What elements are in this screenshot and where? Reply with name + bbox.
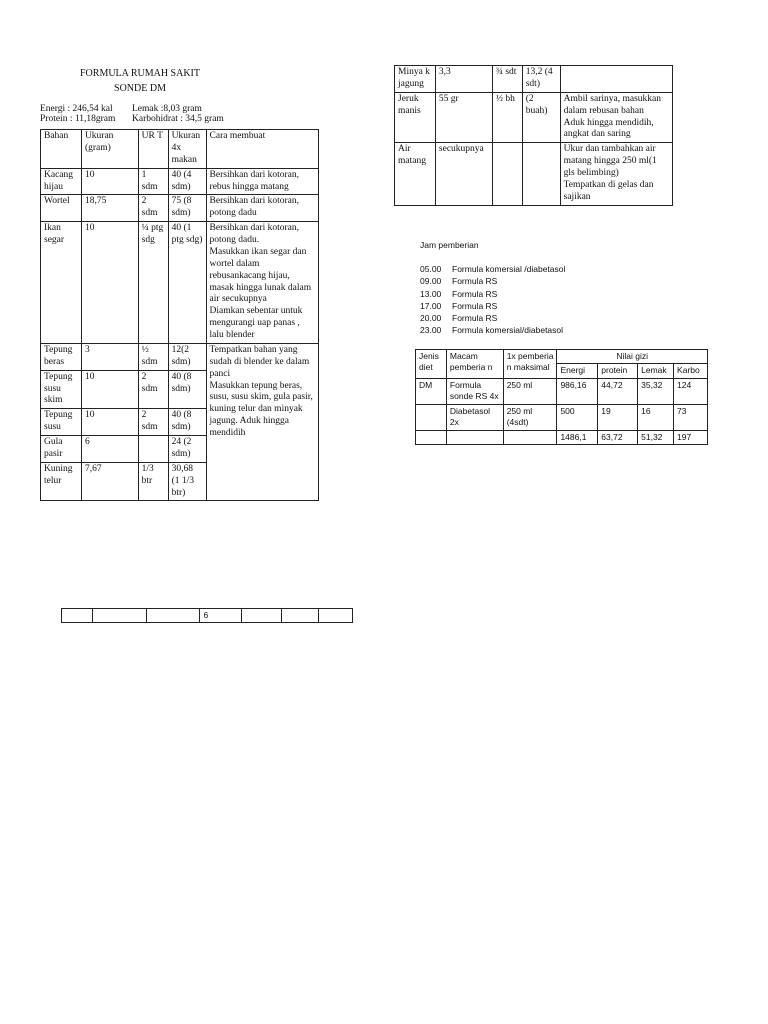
recipe-table (40, 129, 319, 501)
table-row-total (416, 430, 708, 444)
cell-ukuran-4x: 40 (1 ptg sdg) (168, 222, 206, 344)
nutrition-summary (40, 104, 300, 124)
cell-karbo: 197 (674, 430, 708, 444)
cell-bahan: Minya k jagung (395, 66, 436, 93)
header-pemberian-maksimal: 1x pemberia n maksimal (503, 350, 557, 379)
cell-cara (560, 66, 672, 93)
cell-bahan: Tepung beras (41, 343, 82, 370)
cell-cara: Bersihkan dari kotoran, potong dadu. Masukkan ikan segar dan wortel dalam rebusankacang hijau, masak hingga lunak dalam air secukupnya Diamkan sebentar untuk mengurangi uap panas , lalu blender (206, 222, 318, 344)
cell-macam (446, 430, 503, 444)
table-row (41, 195, 319, 222)
header-ukuran-4x: Ukuran 4x makan (168, 130, 206, 169)
cell-protein: 44,72 (598, 378, 638, 404)
list-item (420, 325, 565, 337)
cell-urt: 1/3 btr (138, 462, 168, 501)
cell-urt (492, 143, 522, 205)
cell-ukuran: 10 (81, 222, 138, 344)
cell-energi: 500 (557, 404, 598, 430)
header-bahan: Bahan (41, 130, 82, 169)
table-row (395, 143, 673, 205)
cell-ukuran-4x: 40 (8 sdm) (168, 409, 206, 436)
table-row (416, 404, 708, 430)
cell-ukuran: 3 (81, 343, 138, 370)
schedule-label: Formula komersial /diabetasol (452, 264, 566, 274)
cell-macam: Formula sonde RS 4x (446, 378, 503, 404)
schedule-label: Formula RS (452, 276, 498, 287)
cell-jenis: DM (416, 378, 447, 404)
schedule-label: Formula komersial/diabetasol (452, 325, 564, 336)
cell-ukuran-4x: 12(2 sdm) (168, 343, 206, 370)
lemak-value: Lemak :8,03 gram (132, 104, 202, 114)
stray-cell (242, 609, 282, 623)
schedule-label: Formula RS (452, 300, 498, 311)
cell-ukuran: 10 (81, 168, 138, 195)
cell-ukuran-4x: 30,68 (1 1/3 btr) (168, 462, 206, 501)
cell-ukuran-4x: 40 (8 sdm) (168, 370, 206, 409)
cell-cara: Tempatkan bahan yang sudah di blender ke dalam panci Masukkan tepung beras, susu, susu skim, gula pasir, kuning telur dan minyak jagung. Aduk hingga mendidih (206, 343, 318, 501)
cell-energi: 1486,1 (557, 430, 598, 444)
energi-value: Energi : 246,54 kal (40, 104, 113, 114)
stray-table (61, 608, 353, 623)
cell-ukuran: secukupnya (435, 143, 492, 205)
cell-urt: ½ sdm (138, 343, 168, 370)
karbohidrat-value: Karbohidrat : 34,5 gram (132, 114, 224, 124)
schedule-title: Jam pemberian (420, 240, 479, 250)
cell-karbo: 124 (674, 378, 708, 404)
cell-bahan: Gula pasir (41, 436, 82, 463)
cell-ukuran: 18,75 (81, 195, 138, 222)
cell-ukuran: 3,3 (435, 66, 492, 93)
cell-urt: ½ bh (492, 92, 522, 143)
cell-cara: Ukur dan tambahkan air matang hingga 250 ml(1 gls belimbing) Tempatkan di gelas dan sajikan (560, 143, 672, 205)
header-lemak: Lemak (638, 364, 674, 378)
cell-protein: 19 (598, 404, 638, 430)
cell-urt: ¼ ptg sdg (138, 222, 168, 344)
protein-value: Protein : 11,18gram (40, 114, 116, 124)
table-row (41, 168, 319, 195)
header-karbo: Karbo (674, 364, 708, 378)
cell-bahan: Air matang (395, 143, 436, 205)
cell-ukuran: 7,67 (81, 462, 138, 501)
cell-cara: Bersihkan dari kotoran, potong dadu (206, 195, 318, 222)
table-row (62, 609, 353, 623)
list-item (420, 301, 565, 313)
cell-bahan: Jeruk manis (395, 92, 436, 143)
cell-jenis (416, 430, 447, 444)
cell-ukuran: 6 (81, 436, 138, 463)
schedule-label: Formula RS (452, 313, 498, 324)
title-line-2: SONDE DM (114, 83, 166, 94)
cell-urt: 1 sdm (138, 168, 168, 195)
cell-ukuran: 10 (81, 409, 138, 436)
recipe-table-continued (394, 65, 673, 206)
table-row (41, 343, 319, 370)
schedule-time: 05.00 (420, 264, 442, 274)
table-row (416, 378, 708, 404)
table-row (41, 222, 319, 344)
cell-ukuran-4x: 75 (8 sdm) (168, 195, 206, 222)
cell-karbo: 73 (674, 404, 708, 430)
title-line-1: FORMULA RUMAH SAKIT (79, 68, 200, 79)
cell-bahan: Kacang hijau (41, 168, 82, 195)
cell-energi: 986,16 (557, 378, 598, 404)
header-urt: UR T (138, 130, 168, 169)
cell-urt (138, 436, 168, 463)
cell-pemberian: 250 ml (503, 378, 557, 404)
stray-cell (319, 609, 353, 623)
stray-cell (146, 609, 200, 623)
cell-urt: 2 sdm (138, 195, 168, 222)
list-item (420, 276, 565, 288)
cell-urt: 2 sdm (138, 409, 168, 436)
stray-cell: 6 (200, 609, 242, 623)
cell-ukuran-4x: (2 buah) (522, 92, 560, 143)
document-title (40, 66, 240, 96)
cell-lemak: 51,32 (638, 430, 674, 444)
header-energi: Energi (557, 364, 598, 378)
cell-bahan: Wortel (41, 195, 82, 222)
header-nilai-gizi: Nilai gizi (557, 350, 708, 364)
cell-ukuran: 55 gr (435, 92, 492, 143)
cell-bahan: Tepung susu skim (41, 370, 82, 409)
cell-ukuran-4x: 40 (4 sdm) (168, 168, 206, 195)
schedule-label: Formula RS (452, 288, 498, 299)
header-macam-pemberian: Macam pemberia n (446, 350, 503, 379)
header-jenis-diet: Jenis diet (416, 350, 447, 379)
cell-lemak: 35,32 (638, 378, 674, 404)
table-row (395, 92, 673, 143)
schedule-list (420, 264, 565, 338)
cell-pemberian: 250 ml (4sdt) (503, 404, 557, 430)
cell-urt: 2 sdm (138, 370, 168, 409)
stray-cell (62, 609, 93, 623)
list-item (420, 264, 565, 276)
schedule-time: 20.00 (420, 313, 442, 324)
cell-ukuran-4x: 24 (2 sdm) (168, 436, 206, 463)
stray-cell (282, 609, 319, 623)
table-row (395, 66, 673, 93)
cell-bahan: Tepung susu (41, 409, 82, 436)
cell-ukuran: 10 (81, 370, 138, 409)
list-item (420, 289, 565, 301)
header-ukuran: Ukuran (gram) (81, 130, 138, 169)
stray-cell (92, 609, 146, 623)
schedule-time: 13.00 (420, 288, 442, 299)
schedule-time: 09.00 (420, 276, 442, 287)
cell-lemak: 16 (638, 404, 674, 430)
cell-ukuran-4x (522, 143, 560, 205)
table-header-row (416, 350, 708, 364)
cell-bahan: Ikan segar (41, 222, 82, 344)
schedule-time: 23.00 (420, 325, 442, 336)
schedule-time: 17.00 (420, 300, 442, 311)
cell-cara: Bersihkan dari kotoran, rebus hingga matang (206, 168, 318, 195)
cell-ukuran-4x: 13,2 (4 sdt) (522, 66, 560, 93)
header-cara: Cara membuat (206, 130, 318, 169)
header-protein: protein (598, 364, 638, 378)
nutrition-value-table (415, 349, 708, 445)
cell-pemberian (503, 430, 557, 444)
cell-bahan: Kuning telur (41, 462, 82, 501)
cell-urt: ¾ sdt (492, 66, 522, 93)
cell-protein: 63,72 (598, 430, 638, 444)
list-item (420, 313, 565, 325)
cell-macam: Diabetasol 2x (446, 404, 503, 430)
cell-cara: Ambil sarinya, masukkan dalam rebusan bahan Aduk hingga mendidih, angkat dan saring (560, 92, 672, 143)
cell-jenis (416, 404, 447, 430)
table-header-row (41, 130, 319, 169)
